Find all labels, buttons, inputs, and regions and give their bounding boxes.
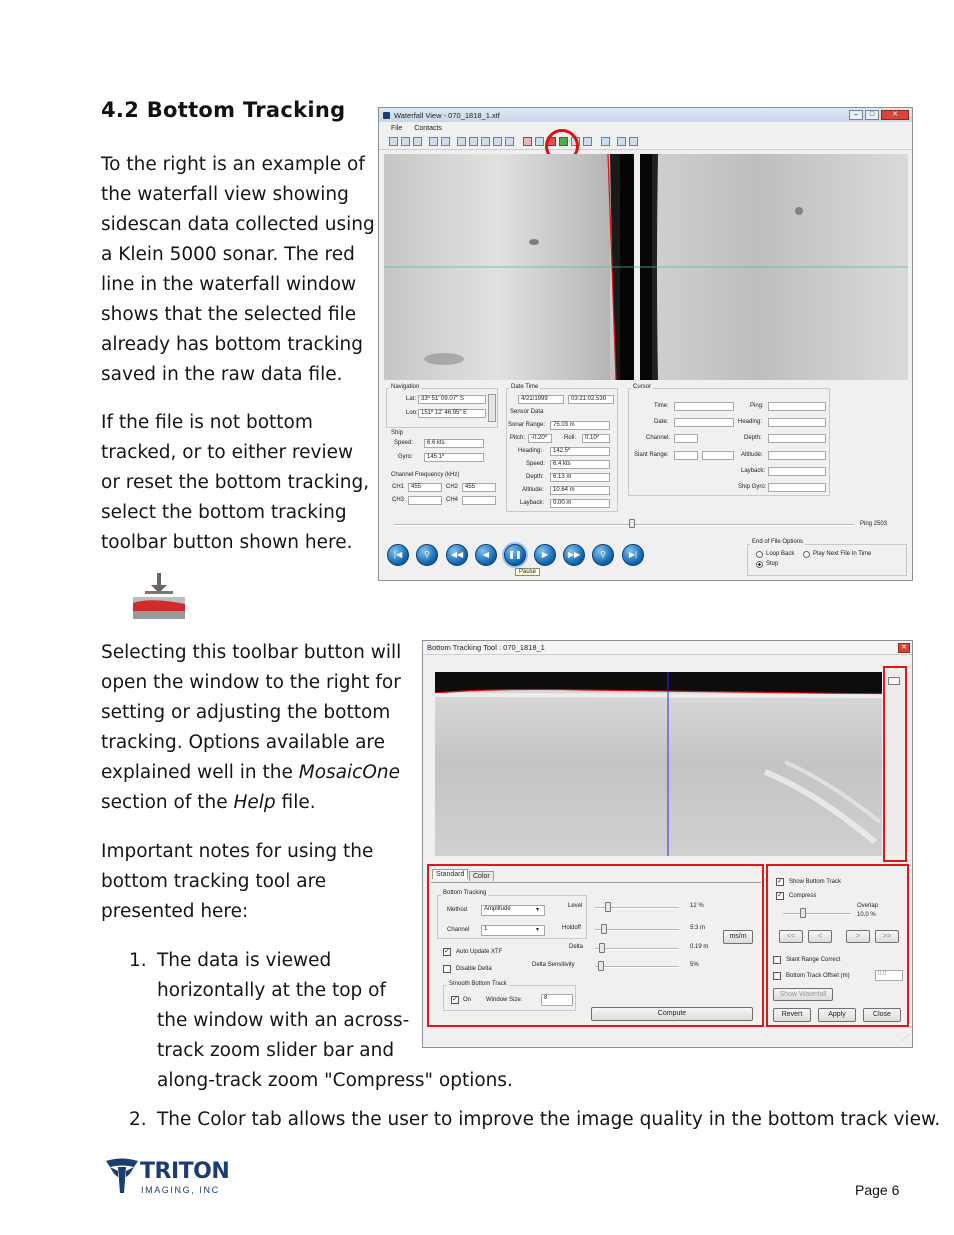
list-item: The data is viewed horizontally at the top of the window with an across- track zoom slider bar and along-track zoom "Compress" options.: [157, 950, 513, 1091]
apply-button[interactable]: Apply: [818, 1008, 856, 1022]
toolbar-button[interactable]: [601, 137, 610, 146]
delta-sensitivity-slider[interactable]: [595, 966, 679, 968]
walk-forward-icon[interactable]: ⚲: [592, 544, 614, 566]
play-icon[interactable]: ▶: [534, 544, 556, 566]
sonar-range-field: 75.03 m: [550, 421, 610, 430]
ship-gyro-field: 145.1º: [424, 453, 484, 462]
toolbar-button[interactable]: [535, 137, 544, 146]
chevron-down-icon: ▾: [536, 907, 540, 913]
close-icon[interactable]: ✕: [898, 643, 910, 653]
play-next-radio[interactable]: [803, 551, 810, 558]
navigation-scrollbar[interactable]: [488, 394, 496, 422]
slant-range-checkbox[interactable]: [773, 956, 781, 964]
minimize-icon[interactable]: –: [849, 110, 863, 120]
compress-options-highlight: [766, 864, 909, 1027]
cursor-date-field: [674, 418, 734, 427]
smooth-group-title: Smooth Bottom Track: [449, 981, 507, 987]
nav-last-button[interactable]: >>: [875, 930, 899, 943]
waterfall-title: Waterfall View - 070_1818_1.xtf: [394, 110, 500, 120]
ship-speed-field: 6.6 kts: [424, 439, 484, 448]
roll-field: 0.10º: [582, 434, 610, 443]
toolbar-button[interactable]: [457, 137, 466, 146]
zoom-highlight-box: [883, 666, 907, 862]
channel-frequency-title: Channel Frequency (kHz): [391, 472, 460, 478]
smooth-on-checkbox[interactable]: ✓: [452, 996, 458, 1003]
layback-field: 0.00 m: [550, 499, 610, 508]
cursor-time-field: [674, 402, 734, 411]
sensor-speed-field: 6.4 kts: [550, 460, 610, 469]
altitude-field: 10.64 m: [550, 486, 610, 495]
ch4-field: [462, 496, 496, 505]
disable-delta-checkbox[interactable]: [443, 965, 451, 973]
compress-slider-thumb[interactable]: [800, 908, 806, 918]
datetime-title: Date Time: [511, 384, 539, 390]
bottom-track-offset-input[interactable]: 0.0: [875, 970, 903, 981]
chevron-down-icon: ▾: [536, 927, 540, 933]
cursor-gyro-field: [768, 483, 826, 492]
waterfall-toolbar: [379, 134, 912, 150]
ping-slider-thumb[interactable]: [629, 519, 635, 528]
app-icon: [383, 112, 390, 119]
menu-file[interactable]: File: [391, 124, 403, 132]
list-item: The Color tab allows the user to improve the image quality in the bottom track view.: [157, 1109, 941, 1130]
notes-intro-paragraph: Important notes for using the bottom tracking tool are presented here:: [101, 841, 374, 922]
holdoff-slider-thumb[interactable]: [601, 924, 607, 934]
delta-sensitivity-value: 5%: [690, 962, 699, 968]
channel-select[interactable]: 1: [481, 925, 545, 936]
nav-first-button[interactable]: <<: [779, 930, 803, 943]
fast-reverse-icon[interactable]: ◀◀: [446, 544, 468, 566]
bottom-tracking-toolbar-icon: [131, 571, 187, 623]
brand-name: TRITON: [140, 1159, 230, 1184]
navigation-group-title: Navigation: [391, 384, 420, 390]
toolbar-button[interactable]: [493, 137, 502, 146]
toolbar-button[interactable]: [583, 137, 592, 146]
nav-next-button[interactable]: >: [846, 930, 870, 943]
delta-slider-thumb[interactable]: [599, 943, 605, 953]
cursor-depth-field: [768, 434, 826, 443]
bottom-track-offset-checkbox[interactable]: [773, 972, 781, 980]
bottom-tracking-group-title: Bottom Tracking: [443, 890, 487, 896]
nav-prev-button[interactable]: <: [808, 930, 832, 943]
cursor-layback-field: [768, 467, 826, 476]
last-icon[interactable]: ▶|: [622, 544, 644, 566]
toolbar-button[interactable]: [429, 137, 438, 146]
maximize-icon[interactable]: □: [865, 110, 879, 120]
pause-icon[interactable]: ❚❚: [504, 544, 526, 566]
ping-slider[interactable]: [394, 524, 854, 526]
cursor-heading-field: [768, 418, 826, 427]
bt-titlebar: [423, 641, 912, 655]
tab-color[interactable]: Color: [469, 871, 494, 881]
delta-value: 0.19 m: [690, 944, 709, 950]
navigation-group: [386, 388, 498, 428]
cursor-ping-field: [768, 402, 826, 411]
loop-back-radio[interactable]: [756, 551, 763, 558]
waterfall-menubar: [379, 122, 912, 134]
bottom-track-image[interactable]: [435, 672, 882, 856]
ms-per-m-button[interactable]: ms/m: [723, 930, 753, 944]
toolbar-button[interactable]: [629, 137, 638, 146]
bt-title: Bottom Tracking Tool : 070_1818_1: [427, 643, 545, 652]
toolbar-explanation-paragraph: Selecting this toolbar button will open the window to the right for setting or adjusting the bottom tracking. Options available are explained well in the MosaicOne section of the Help file.: [101, 642, 402, 813]
waterfall-window: Waterfall View - 070_1818_1.xtf – □ ✕ File Contacts Navigation Lat: 33º 51' 09.07" S Lon: 151º 12' 46.95" E Ship Speed: 6.6 kts Gyro: 145.1º Channel Frequency (kHz) CH1 455 CH2 455 CH3 CH4 Date Time 4/21/1999 03:21:02.530 Sensor Data Sonar Range: 75.03 m Pitch: -0.20º Roll: 0.10º Heading: 142.5º Speed: 6.4 kts Depth: 6.13 m Altitude: 10.64 m Layback: 0.00 m Cursor Time: Date: Channel: Slant Range: Ping: Heading: Depth: Altitude: Layback: Ship Gyro: Ping 2503 |◀ ⚲ ◀◀ ◀ ❚❚ ▶ ▶▶ ⚲ ▶| Pause End of File Options Loop Back Play Next File In Time Stop: [378, 107, 913, 581]
brand-subtitle: IMAGING, INC: [141, 1185, 220, 1195]
menu-contacts[interactable]: Contacts: [414, 124, 442, 132]
list-item-number: 1.: [129, 950, 147, 971]
show-waterfall-button[interactable]: Show Waterfall: [773, 988, 833, 1001]
eof-group: [747, 544, 907, 576]
toolbar-button[interactable]: [413, 137, 422, 146]
ping-label: Ping 2503: [860, 521, 888, 527]
tab-standard[interactable]: Standard: [432, 869, 468, 879]
toolbar-button[interactable]: [469, 137, 478, 146]
delta-slider[interactable]: [595, 948, 679, 950]
heading-field: 142.5º: [550, 447, 610, 456]
mosaicone-emphasis: MosaicOne: [298, 762, 401, 783]
list-item-number: 2.: [129, 1109, 147, 1130]
intro-paragraph: To the right is an example of the waterfall view showing sidescan data collected using a Klein 5000 sonar. The red line in the waterfall window shows that the selected file already has bottom tracking saved in the raw data file.: [101, 154, 375, 385]
ch1-field: 455: [408, 483, 442, 492]
cursor-slant-field: [674, 451, 698, 460]
cursor-slant-field-2: [702, 451, 734, 460]
date-field: 4/21/1999: [518, 395, 564, 404]
section-heading: 4.2 Bottom Tracking: [101, 98, 346, 122]
bottom-tracking-button[interactable]: [523, 137, 532, 146]
waterfall-titlebar: [379, 108, 912, 122]
ch3-field: [408, 496, 442, 505]
pitch-field: -0.20º: [528, 434, 552, 443]
instruction-paragraph: If the file is not bottom tracked, or to either review or reset the bottom tracking, select the bottom tracking toolbar button shown here.: [101, 412, 370, 553]
latitude-field: 33º 51' 09.07" S: [418, 395, 486, 404]
toolbar-button[interactable]: [617, 137, 626, 146]
reverse-icon[interactable]: ◀: [475, 544, 497, 566]
delta-sensitivity-thumb[interactable]: [598, 961, 604, 971]
sensor-data-label: Sensor Data: [510, 409, 544, 415]
toolbar-button[interactable]: [441, 137, 450, 146]
close-button[interactable]: Close: [863, 1008, 901, 1022]
trident-icon: [104, 1157, 140, 1195]
cursor-altitude-field: [768, 451, 826, 460]
holdoff-value: 5.3 m: [690, 925, 706, 931]
resize-grip-icon[interactable]: ⋰: [902, 1035, 909, 1042]
method-select[interactable]: Amplitude: [481, 905, 545, 916]
waterfall-sonar-image[interactable]: [384, 154, 908, 380]
toolbar-button[interactable]: [505, 137, 514, 146]
fast-forward-icon[interactable]: ▶▶: [563, 544, 585, 566]
cursor-title: Cursor: [633, 384, 652, 390]
first-icon[interactable]: |◀: [387, 544, 409, 566]
overlap-value: 10.0 %: [857, 912, 876, 918]
ch2-field: 455: [462, 483, 496, 492]
level-slider-thumb[interactable]: [605, 902, 611, 912]
toolbar-button[interactable]: [481, 137, 490, 146]
compress-checkbox[interactable]: ✓: [777, 892, 783, 899]
time-field: 03:21:02.530: [568, 395, 614, 404]
revert-button[interactable]: Revert: [773, 1008, 811, 1022]
bottom-tracking-window: Bottom Tracking Tool : 070_1818_1 ✕ Standard Color Bottom Tracking Method Amplitude ▾ Channel 1 ▾ Level 12 % Holdoff 5.3 m Delta 0.19 m Delta Sensitivity 5% ms/m ✓ Auto Update XTF Disable Delta Smooth Bottom Track ✓ On Window Size: 8 Compute ✓ Show Bottom Track ✓ Compress Overlap 10.0 % << < > >> Slant Range Correct Bottom Track Offset (m) 0.0 Show Waterfall Revert Apply Close ⋰: [422, 640, 913, 1048]
help-emphasis: Help: [233, 792, 276, 813]
toolbar-button[interactable]: [401, 137, 410, 146]
tab-divider: [431, 882, 761, 883]
auto-update-checkbox[interactable]: ✓: [444, 948, 450, 955]
stop-radio[interactable]: [756, 561, 763, 568]
triton-logo: [104, 1157, 234, 1197]
close-icon[interactable]: ✕: [881, 110, 909, 120]
compress-slider[interactable]: [783, 913, 851, 915]
level-value: 12 %: [690, 903, 704, 909]
holdoff-slider[interactable]: [595, 929, 679, 931]
waterfall-info-panel: Navigation Lat: 33º 51' 09.07" S Lon: 151º 12' 46.95" E Ship Speed: 6.6 kts Gyro: 145.1º Channel Frequency (kHz) CH1 455 CH2 455 CH3 CH4 Date Time 4/21/1999 03:21:02.530 Sensor Data Sonar Range: 75.03 m Pitch: -0.20º Roll: 0.10º Heading: 142.5º Speed: 6.4 kts Depth: 6.13 m Altitude: 10.64 m Layback: 0.00 m Cursor Time: Date: Channel: Slant Range: Ping: Heading: Depth: Altitude: Layback: Ship Gyro:: [384, 382, 908, 522]
page-number: Page 6: [855, 1182, 900, 1198]
longitude-field: 151º 12' 46.95" E: [418, 409, 486, 418]
cursor-channel-field: [674, 434, 698, 443]
walk-back-icon[interactable]: ⚲: [416, 544, 438, 566]
eof-title: End of File Options: [752, 539, 804, 545]
depth-field: 6.13 m: [550, 473, 610, 482]
ship-group-title: Ship: [391, 430, 404, 436]
toolbar-button[interactable]: [389, 137, 398, 146]
compute-button[interactable]: Compute: [591, 1007, 753, 1021]
show-bottom-track-checkbox[interactable]: ✓: [777, 878, 783, 885]
window-size-input[interactable]: 8: [541, 994, 573, 1006]
pause-tooltip: Pause: [515, 568, 540, 576]
